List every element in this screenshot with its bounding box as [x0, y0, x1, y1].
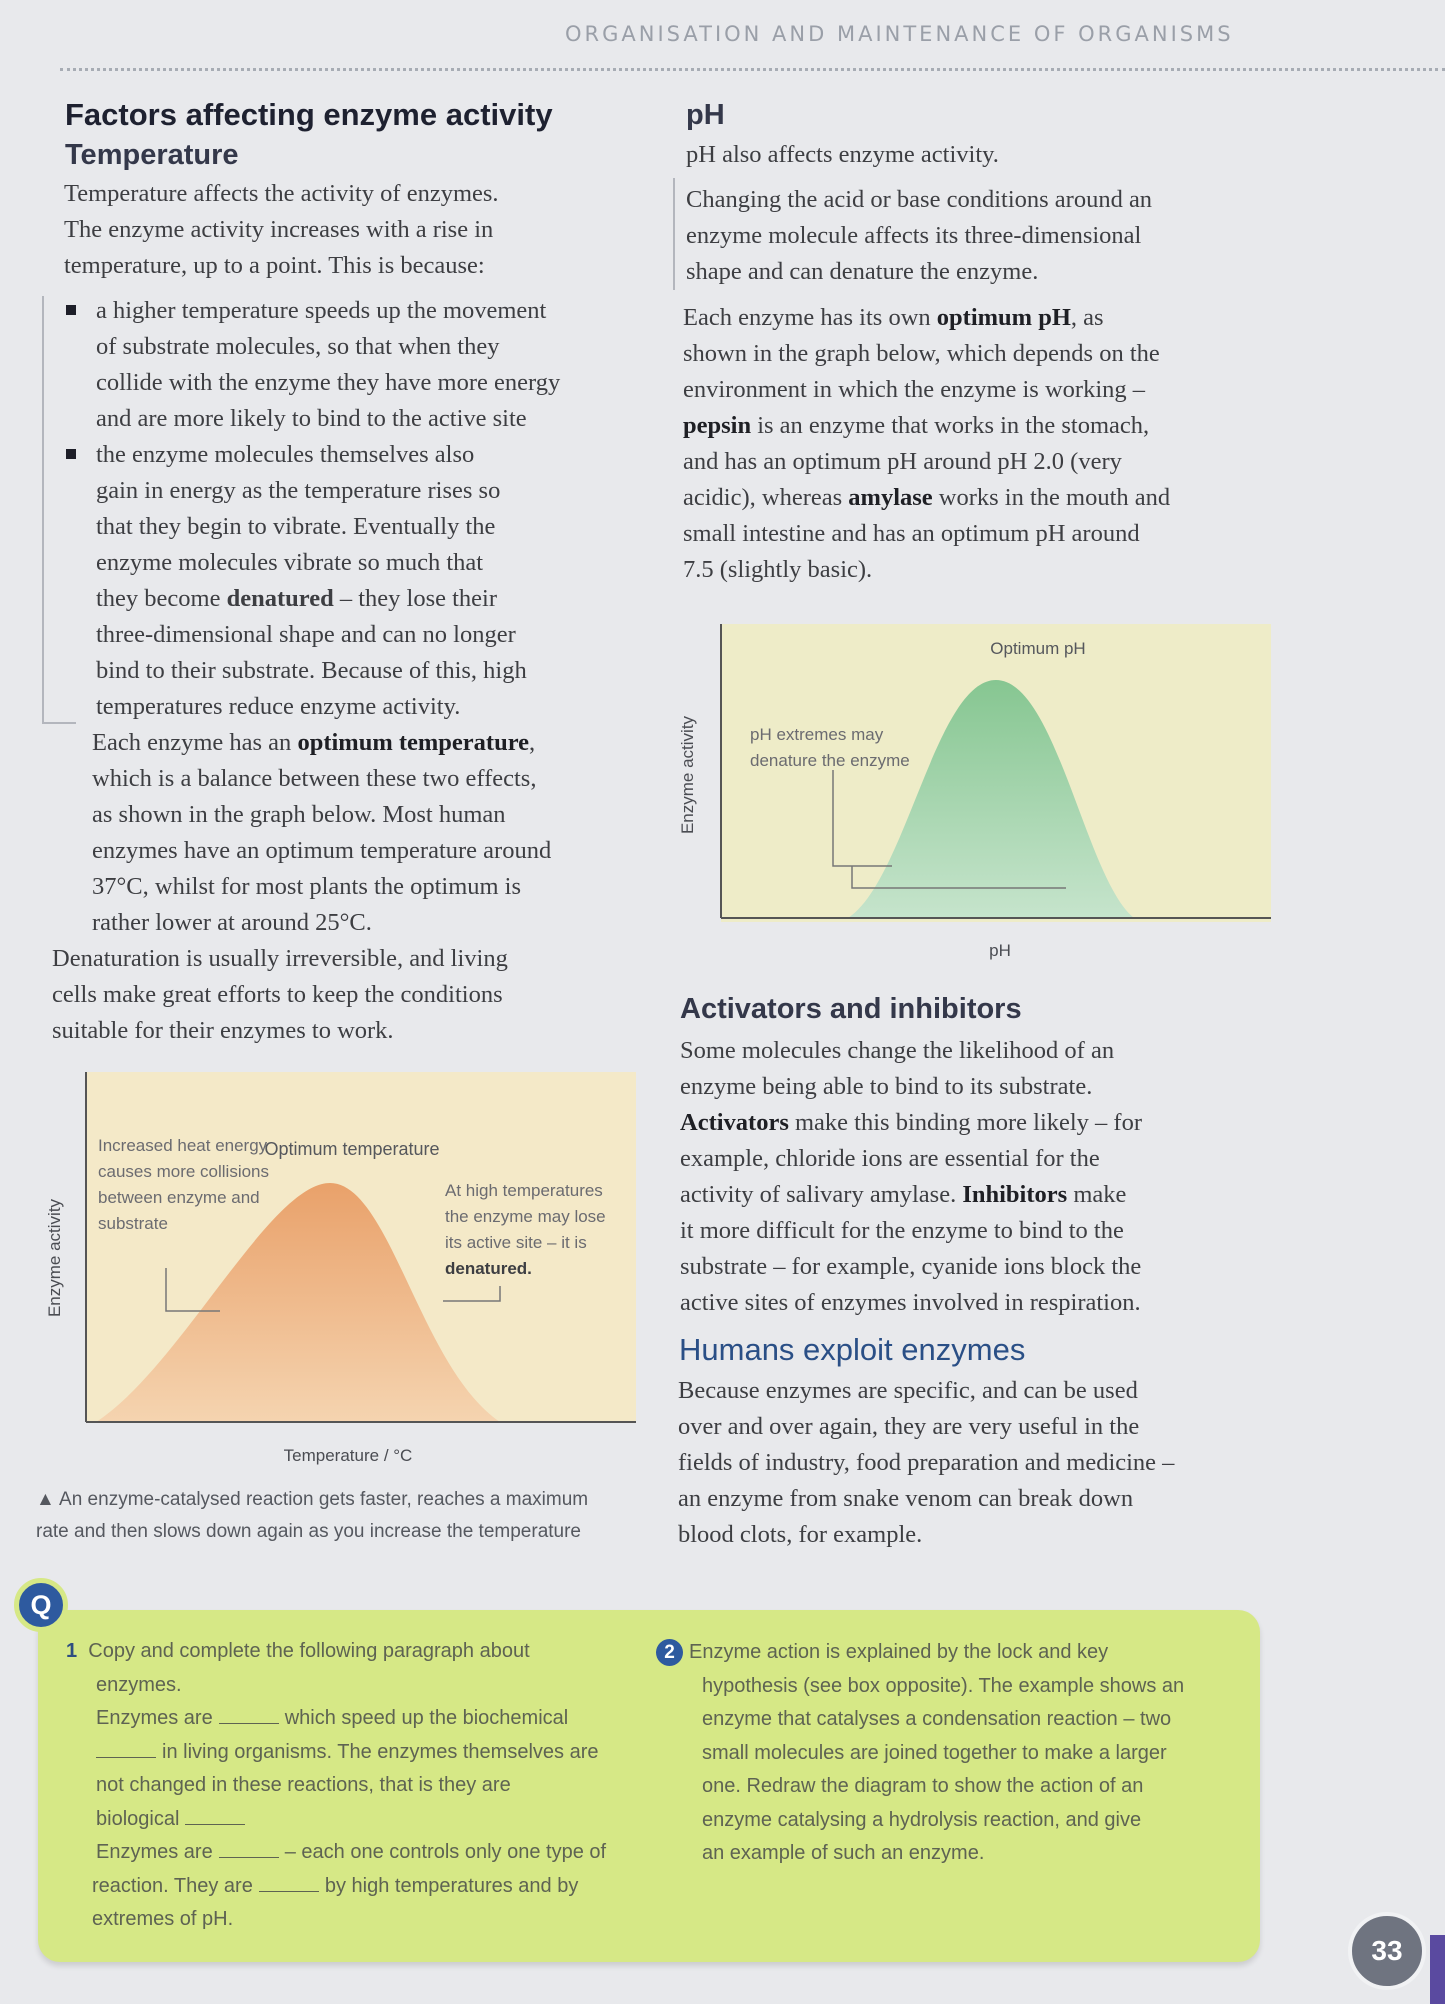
- annot-extremes-2: denature the enzyme: [750, 751, 910, 770]
- answer-blank[interactable]: [219, 1707, 279, 1724]
- term-pepsin: pepsin: [683, 412, 752, 439]
- bullet-collisions: a higher temperature speeds up the movement of substrate molecules, so that when they collide with the enzyme they have more energy and are more likely to bind to the active site: [96, 293, 560, 437]
- heading-humans-exploit: Humans exploit enzymes: [679, 1332, 1026, 1367]
- term-amylase: amylase: [848, 484, 933, 511]
- term-optimum-temperature: optimum temperature: [297, 729, 530, 756]
- ph-boxed-text: Changing the acid or base conditions around an enzyme molecule affects its three-dimensional shape and can denature the enzyme.: [686, 186, 1153, 285]
- activators-paragraph: Some molecules change the likelihood of an enzyme being able to bind to its substrate. Activators make this binding more likely – for example, chloride ions are essential for the activity of salivary amylase. Inhibitors make it more difficult for the enzyme to bind to the substrate – for example, cyanide ions block the active sites of enzymes involved in respiration.: [680, 1037, 1143, 1316]
- subheading-ph: pH: [686, 99, 725, 131]
- section-title: Factors affecting enzyme activity: [65, 97, 553, 132]
- denaturation-paragraph: Denaturation is usually irreversible, and living cells make great efforts to keep the conditions suitable for their enzymes to work.: [52, 945, 508, 1044]
- answer-blank[interactable]: [219, 1841, 279, 1858]
- annot-right-3: its active site – it is: [445, 1233, 587, 1252]
- temperature-intro: [64, 176, 499, 284]
- annot-left-4: substrate: [98, 1214, 168, 1233]
- temperature-chart-svg: [30, 1068, 640, 1478]
- subheading-temperature: Temperature: [65, 139, 239, 171]
- bullet-denaturing: the enzyme molecules themselves also gain in energy as the temperature rises so that they begin to vibrate. Eventually the enzyme molecules vibrate so much that they become denatured – they lose their three-dimensional shape and can no longer bind to their substrate. Because of this, high temperatures reduce enzyme activity.: [96, 437, 560, 725]
- annot-extremes-1: pH extremes may: [750, 725, 884, 744]
- annot-left-1: Increased heat energy: [98, 1136, 268, 1155]
- answer-blank[interactable]: [259, 1875, 319, 1892]
- annot-left-3: between enzyme and: [98, 1188, 260, 1207]
- intro-line: Temperature affects the activity of enzymes.: [64, 180, 499, 207]
- annot-optimum-ph: Optimum pH: [990, 639, 1086, 658]
- reasons-list: [96, 293, 560, 725]
- ph-chart: [676, 620, 1276, 975]
- annot-right-1: At high temperatures: [445, 1181, 603, 1200]
- intro-line: The enzyme activity increases with a rise in: [64, 216, 494, 243]
- annot-denatured: denatured.: [445, 1259, 532, 1278]
- ph-intro: pH also affects enzyme activity.: [686, 141, 999, 168]
- term-denatured: denatured: [226, 585, 334, 612]
- question-2-number: 2: [656, 1639, 683, 1666]
- annot-right-2: the enzyme may lose: [445, 1207, 606, 1226]
- answer-blank[interactable]: [96, 1741, 156, 1758]
- question-1-number: 1: [66, 1640, 78, 1662]
- ph-chart-svg: [676, 620, 1276, 970]
- question-1: 1 Copy and complete the following paragraph about enzymes. Enzymes are which speed up the biochemical in living organisms. The enzymes themselves are not changed in these reactions, that is they are biological Enzymes are – each one controls only one type of reaction. They are by high temperatures and by extremes of pH.: [66, 1640, 607, 1930]
- question-2: 2 Enzyme action is explained by the lock and key hypothesis (see box opposite). The example shows an enzyme that catalyses a condensation reaction – two small molecules are joined together to make a larger one. Redraw the diagram to show the action of an enzyme catalysing a hydrolysis reaction, and give an example of such an enzyme.: [656, 1636, 1256, 1871]
- page-number: 33: [1348, 1912, 1426, 1990]
- temperature-chart: [30, 1068, 640, 1483]
- humans-paragraph: Because enzymes are specific, and can be used over and over again, they are very useful in the fields of industry, food preparation and medicine – an enzyme from snake venom can break down blood clots, for example.: [678, 1377, 1175, 1548]
- running-head: ORGANISATION AND MAINTENANCE OF ORGANISMS: [565, 22, 1234, 46]
- term-optimum-ph: optimum pH: [936, 304, 1071, 331]
- x-axis-label: Temperature / °C: [283, 1446, 413, 1465]
- x-axis-label: pH: [989, 941, 1011, 960]
- intro-line: temperature, up to a point. This is because:: [64, 252, 485, 279]
- ph-box-rule: [673, 178, 675, 290]
- bullet-side-rule: [42, 296, 44, 722]
- questions-badge: Q: [14, 1578, 68, 1632]
- page-edge-tab: [1430, 1935, 1445, 2004]
- y-axis-label: Enzyme activity: [45, 1198, 64, 1318]
- optimum-temperature-paragraph: Each enzyme has an optimum temperature, which is a balance between these two effects, as shown in the graph below. Most human enzymes have an optimum temperature around 37°C, whilst for most plants the optimum is rather lower at around 25°C.: [92, 729, 552, 936]
- term-activators: Activators: [680, 1109, 789, 1136]
- term-inhibitors: Inhibitors: [962, 1181, 1068, 1208]
- annot-optimum: Optimum temperature: [264, 1139, 440, 1159]
- ph-optimum-paragraph: Each enzyme has its own optimum pH, as shown in the graph below, which depends on the environment in which the enzyme is working – pepsin is an enzyme that works in the stomach, and has an optimum pH around pH 2.0 (very acidic), whereas amylase works in the mouth and small intestine and has an optimum pH around 7.5 (slightly basic).: [683, 304, 1171, 583]
- header-divider: [60, 68, 1445, 71]
- bullet-rule-foot: [42, 722, 76, 724]
- subheading-activators: Activators and inhibitors: [680, 993, 1022, 1025]
- annot-left-2: causes more collisions: [98, 1162, 270, 1181]
- answer-blank[interactable]: [185, 1808, 245, 1825]
- y-axis-label: Enzyme activity: [678, 715, 697, 835]
- temperature-chart-caption: ▲ An enzyme-catalysed reaction gets faster, reaches a maximum rate and then slows down again as you increase the temperature: [36, 1489, 589, 1542]
